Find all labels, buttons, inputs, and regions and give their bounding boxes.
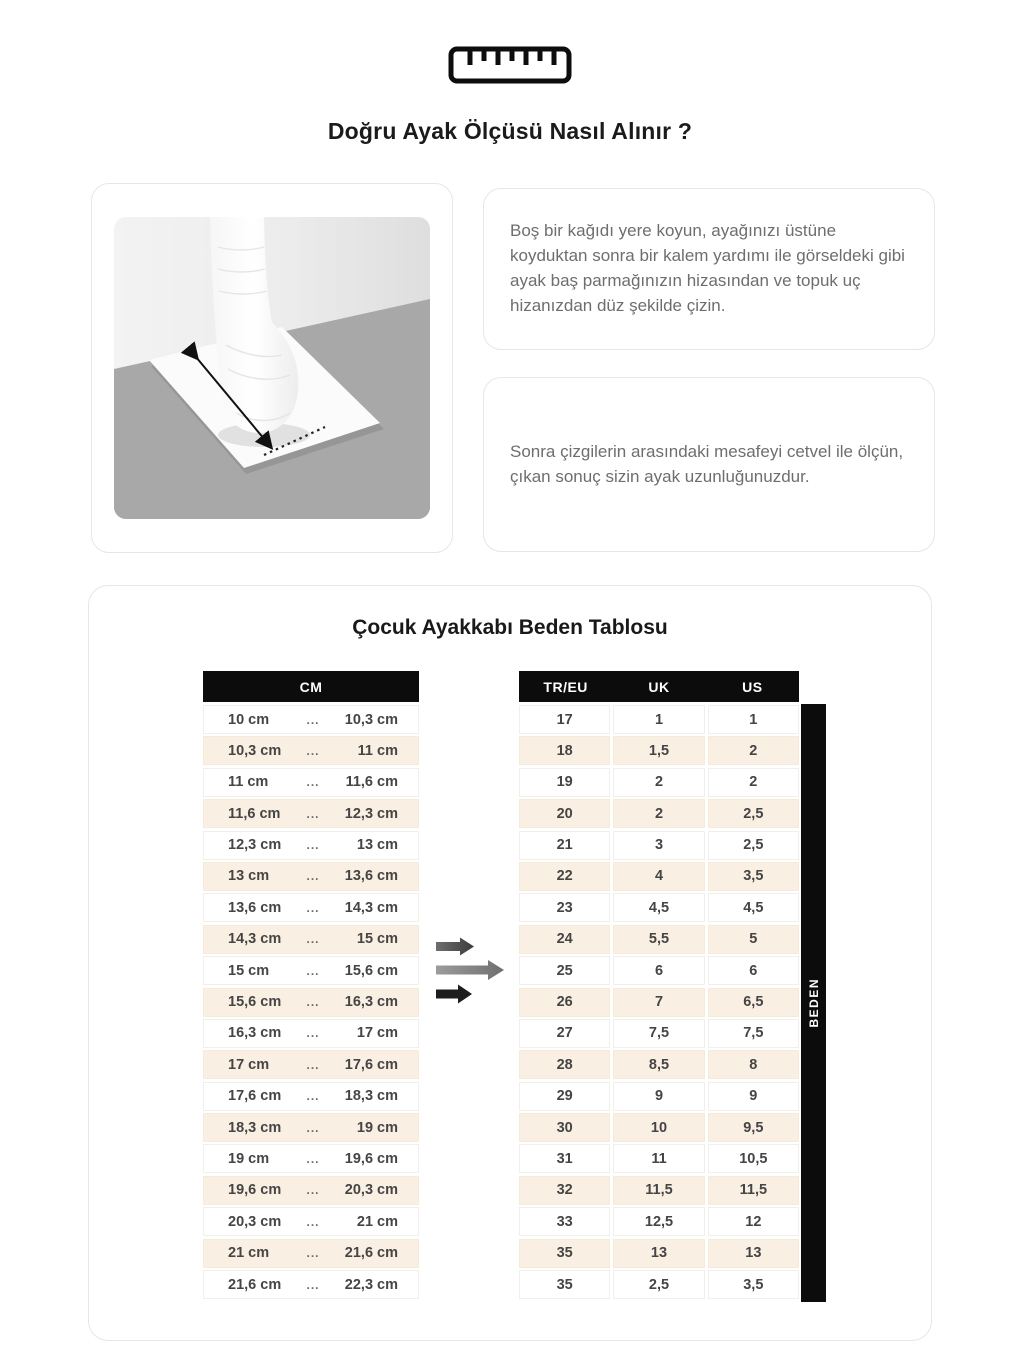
size-value: 22	[519, 862, 610, 891]
cm-table-row	[203, 1270, 419, 1299]
cm-table-row	[203, 1176, 419, 1205]
size-value: 8,5	[613, 1050, 704, 1079]
size-value: 1	[613, 705, 704, 734]
cm-table-row	[203, 1239, 419, 1268]
size-value: 4,5	[613, 893, 704, 922]
cm-value: 15 cm	[356, 931, 398, 948]
cm-table-row	[203, 1082, 419, 1111]
cm-value: 13 cm	[228, 868, 270, 885]
cm-table-row	[203, 768, 419, 797]
cm-table-row	[203, 893, 419, 922]
size-value: 1	[708, 705, 799, 734]
cm-value: ...	[306, 1277, 320, 1292]
size-value: 35	[519, 1270, 610, 1299]
cm-value: 15,6 cm	[344, 962, 398, 979]
size-value: 30	[519, 1113, 610, 1142]
size-table-row	[519, 1207, 799, 1236]
cm-value: 11,6 cm	[228, 805, 281, 822]
cm-value: 11 cm	[357, 742, 398, 759]
size-value: 3	[613, 831, 704, 860]
cm-value: 18,3 cm	[344, 1088, 398, 1105]
cm-value: ...	[306, 869, 320, 884]
cm-value: 11 cm	[228, 774, 269, 791]
cm-value: ...	[306, 806, 320, 821]
size-value: 3,5	[708, 1270, 799, 1299]
size-value: 3,5	[708, 862, 799, 891]
cm-value: ...	[306, 1089, 320, 1104]
page-title: Doğru Ayak Ölçüsü Nasıl Alınır ?	[327, 118, 693, 144]
cm-value: ...	[306, 1026, 320, 1041]
cm-value: 18,3 cm	[228, 1119, 282, 1136]
cm-value: ...	[306, 1151, 320, 1166]
size-table-row	[519, 1144, 799, 1173]
size-value: 33	[519, 1207, 610, 1236]
size-value: 6	[613, 956, 704, 985]
cm-table-row	[203, 1144, 419, 1173]
size-value: 6	[708, 956, 799, 985]
size-value: 2	[613, 768, 704, 797]
size-table-row	[519, 925, 799, 954]
cm-table	[203, 671, 419, 1301]
cm-value: 13 cm	[356, 837, 398, 854]
cm-value: ...	[306, 995, 320, 1010]
size-header-treu: TR/EU	[543, 678, 588, 695]
size-table-row	[519, 1050, 799, 1079]
size-value: 10	[613, 1113, 704, 1142]
size-value: 8	[708, 1050, 799, 1079]
size-value: 6,5	[708, 988, 799, 1017]
cm-table-row	[203, 862, 419, 891]
size-value: 11	[613, 1144, 704, 1173]
cm-value: 14,3 cm	[228, 931, 282, 948]
cm-value: ...	[306, 1120, 320, 1135]
cm-value: 21 cm	[356, 1213, 398, 1230]
cm-table-row	[203, 799, 419, 828]
size-table-row	[519, 1176, 799, 1205]
cm-value: ...	[306, 963, 320, 978]
cm-value: 20,3 cm	[228, 1213, 282, 1230]
cm-table-row	[203, 831, 419, 860]
cm-value: 20,3 cm	[344, 1182, 398, 1199]
cm-table-header: CM	[203, 671, 419, 702]
instruction-card-1	[483, 188, 935, 350]
size-value: 7	[613, 988, 704, 1017]
cm-value: 17 cm	[228, 1056, 270, 1073]
size-table-row	[519, 893, 799, 922]
foot-measurement-photo	[114, 217, 430, 519]
cm-value: 10 cm	[228, 711, 270, 728]
size-value: 2,5	[613, 1270, 704, 1299]
cm-table-row	[203, 1113, 419, 1142]
size-value: 28	[519, 1050, 610, 1079]
cm-table-row	[203, 736, 419, 765]
size-value: 17	[519, 705, 610, 734]
cm-value: ...	[306, 932, 320, 947]
size-value: 12,5	[613, 1207, 704, 1236]
size-value: 11,5	[708, 1176, 799, 1205]
cm-value: ...	[306, 1057, 320, 1072]
size-value: 26	[519, 988, 610, 1017]
cm-value: 12,3 cm	[228, 837, 282, 854]
size-value: 19	[519, 768, 610, 797]
cm-value: ...	[306, 1246, 320, 1261]
cm-table-row	[203, 705, 419, 734]
size-value: 4	[613, 862, 704, 891]
cm-value: ...	[306, 743, 320, 758]
instruction-step1-text: Boş bir kağıdı yere koyun, ayağınızı üstüne koyduktan sonra bir kalem yardımı ile görseldeki gibi ayak baş parmağınızın hizasından ve topuk uç hizanızdan düz şekilde çizin.	[510, 221, 905, 315]
cm-value: 17,6 cm	[228, 1088, 282, 1105]
size-value: 5	[708, 925, 799, 954]
size-value: 12	[708, 1207, 799, 1236]
size-value: 29	[519, 1082, 610, 1111]
cm-value: 13,6 cm	[228, 899, 282, 916]
cm-value: 21,6 cm	[228, 1276, 282, 1293]
size-value: 2	[708, 736, 799, 765]
cm-value: ...	[306, 1183, 320, 1198]
size-value: 4,5	[708, 893, 799, 922]
size-value: 2	[708, 768, 799, 797]
cm-table-row	[203, 1207, 419, 1236]
cm-value: 16,3 cm	[344, 994, 398, 1011]
size-table-row	[519, 768, 799, 797]
size-value: 7,5	[613, 1019, 704, 1048]
size-value: 21	[519, 831, 610, 860]
size-table-row	[519, 956, 799, 985]
triple-arrow-right-icon	[434, 934, 514, 1011]
size-header-us: US	[742, 678, 763, 695]
size-table-row	[519, 1270, 799, 1299]
size-value: 1,5	[613, 736, 704, 765]
size-value: 24	[519, 925, 610, 954]
cm-value: 14,3 cm	[344, 899, 398, 916]
cm-value: 10,3 cm	[344, 711, 398, 728]
size-table-title: Çocuk Ayakkabı Beden Tablosu	[352, 616, 668, 639]
cm-value: 17 cm	[356, 1025, 398, 1042]
size-value: 27	[519, 1019, 610, 1048]
cm-value: 15 cm	[228, 962, 270, 979]
cm-value: 19,6 cm	[228, 1182, 282, 1199]
cm-value: 22,3 cm	[344, 1276, 398, 1293]
size-table-row	[519, 1019, 799, 1048]
size-value: 35	[519, 1239, 610, 1268]
cm-table-body	[203, 705, 419, 1299]
cm-value: 19,6 cm	[344, 1150, 398, 1167]
cm-table-row	[203, 1050, 419, 1079]
cm-table-row	[203, 1019, 419, 1048]
cm-value: 19 cm	[228, 1150, 270, 1167]
cm-table-row	[203, 925, 419, 954]
size-table-row	[519, 831, 799, 860]
cm-value: 10,3 cm	[228, 742, 282, 759]
cm-value: 16,3 cm	[228, 1025, 282, 1042]
size-table-body	[519, 705, 799, 1299]
size-value: 5,5	[613, 925, 704, 954]
size-value: 13	[613, 1239, 704, 1268]
size-value: 9	[613, 1082, 704, 1111]
size-value: 9,5	[708, 1113, 799, 1142]
cm-value: ...	[306, 1214, 320, 1229]
instruction-step2-text: Sonra çizgilerin arasındaki mesafeyi cetvel ile ölçün, çıkan sonuç sizin ayak uzunluğunuzdur.	[510, 441, 904, 486]
size-value: 18	[519, 736, 610, 765]
cm-value: 15,6 cm	[228, 994, 282, 1011]
size-value: 13	[708, 1239, 799, 1268]
foot-photo-card	[91, 183, 453, 553]
size-table-row	[519, 799, 799, 828]
beden-vertical-bar	[801, 704, 826, 1302]
beden-label: BEDEN	[806, 978, 821, 1028]
size-header-uk: UK	[648, 678, 670, 695]
size-table-header	[519, 671, 799, 702]
cm-table-row	[203, 956, 419, 985]
size-value: 2	[613, 799, 704, 828]
size-value: 20	[519, 799, 610, 828]
size-value: 31	[519, 1144, 610, 1173]
size-table-row	[519, 1239, 799, 1268]
size-table-row	[519, 705, 799, 734]
size-value: 2,5	[708, 799, 799, 828]
size-value: 23	[519, 893, 610, 922]
size-table-row	[519, 1113, 799, 1142]
cm-value: 12,3 cm	[344, 805, 398, 822]
cm-value: 11,6 cm	[345, 774, 398, 791]
cm-value: ...	[306, 838, 320, 853]
size-value: 25	[519, 956, 610, 985]
size-table-row	[519, 988, 799, 1017]
cm-value: ...	[306, 712, 320, 727]
cm-value: 17,6 cm	[344, 1056, 398, 1073]
cm-value: 21 cm	[228, 1245, 270, 1262]
size-value: 32	[519, 1176, 610, 1205]
cm-value: 21,6 cm	[344, 1245, 398, 1262]
size-value: 2,5	[708, 831, 799, 860]
international-size-table	[519, 671, 799, 1301]
size-table-row	[519, 736, 799, 765]
size-value: 7,5	[708, 1019, 799, 1048]
cm-value: ...	[306, 775, 320, 790]
cm-table-row	[203, 988, 419, 1017]
instruction-card-2	[483, 377, 935, 552]
cm-value: 13,6 cm	[344, 868, 398, 885]
size-table-row	[519, 1082, 799, 1111]
cm-value: ...	[306, 900, 320, 915]
size-value: 10,5	[708, 1144, 799, 1173]
ruler-icon	[0, 46, 1020, 89]
size-value: 9	[708, 1082, 799, 1111]
size-value: 11,5	[613, 1176, 704, 1205]
size-table-card	[88, 585, 932, 1341]
size-table-row	[519, 862, 799, 891]
cm-value: 19 cm	[356, 1119, 398, 1136]
